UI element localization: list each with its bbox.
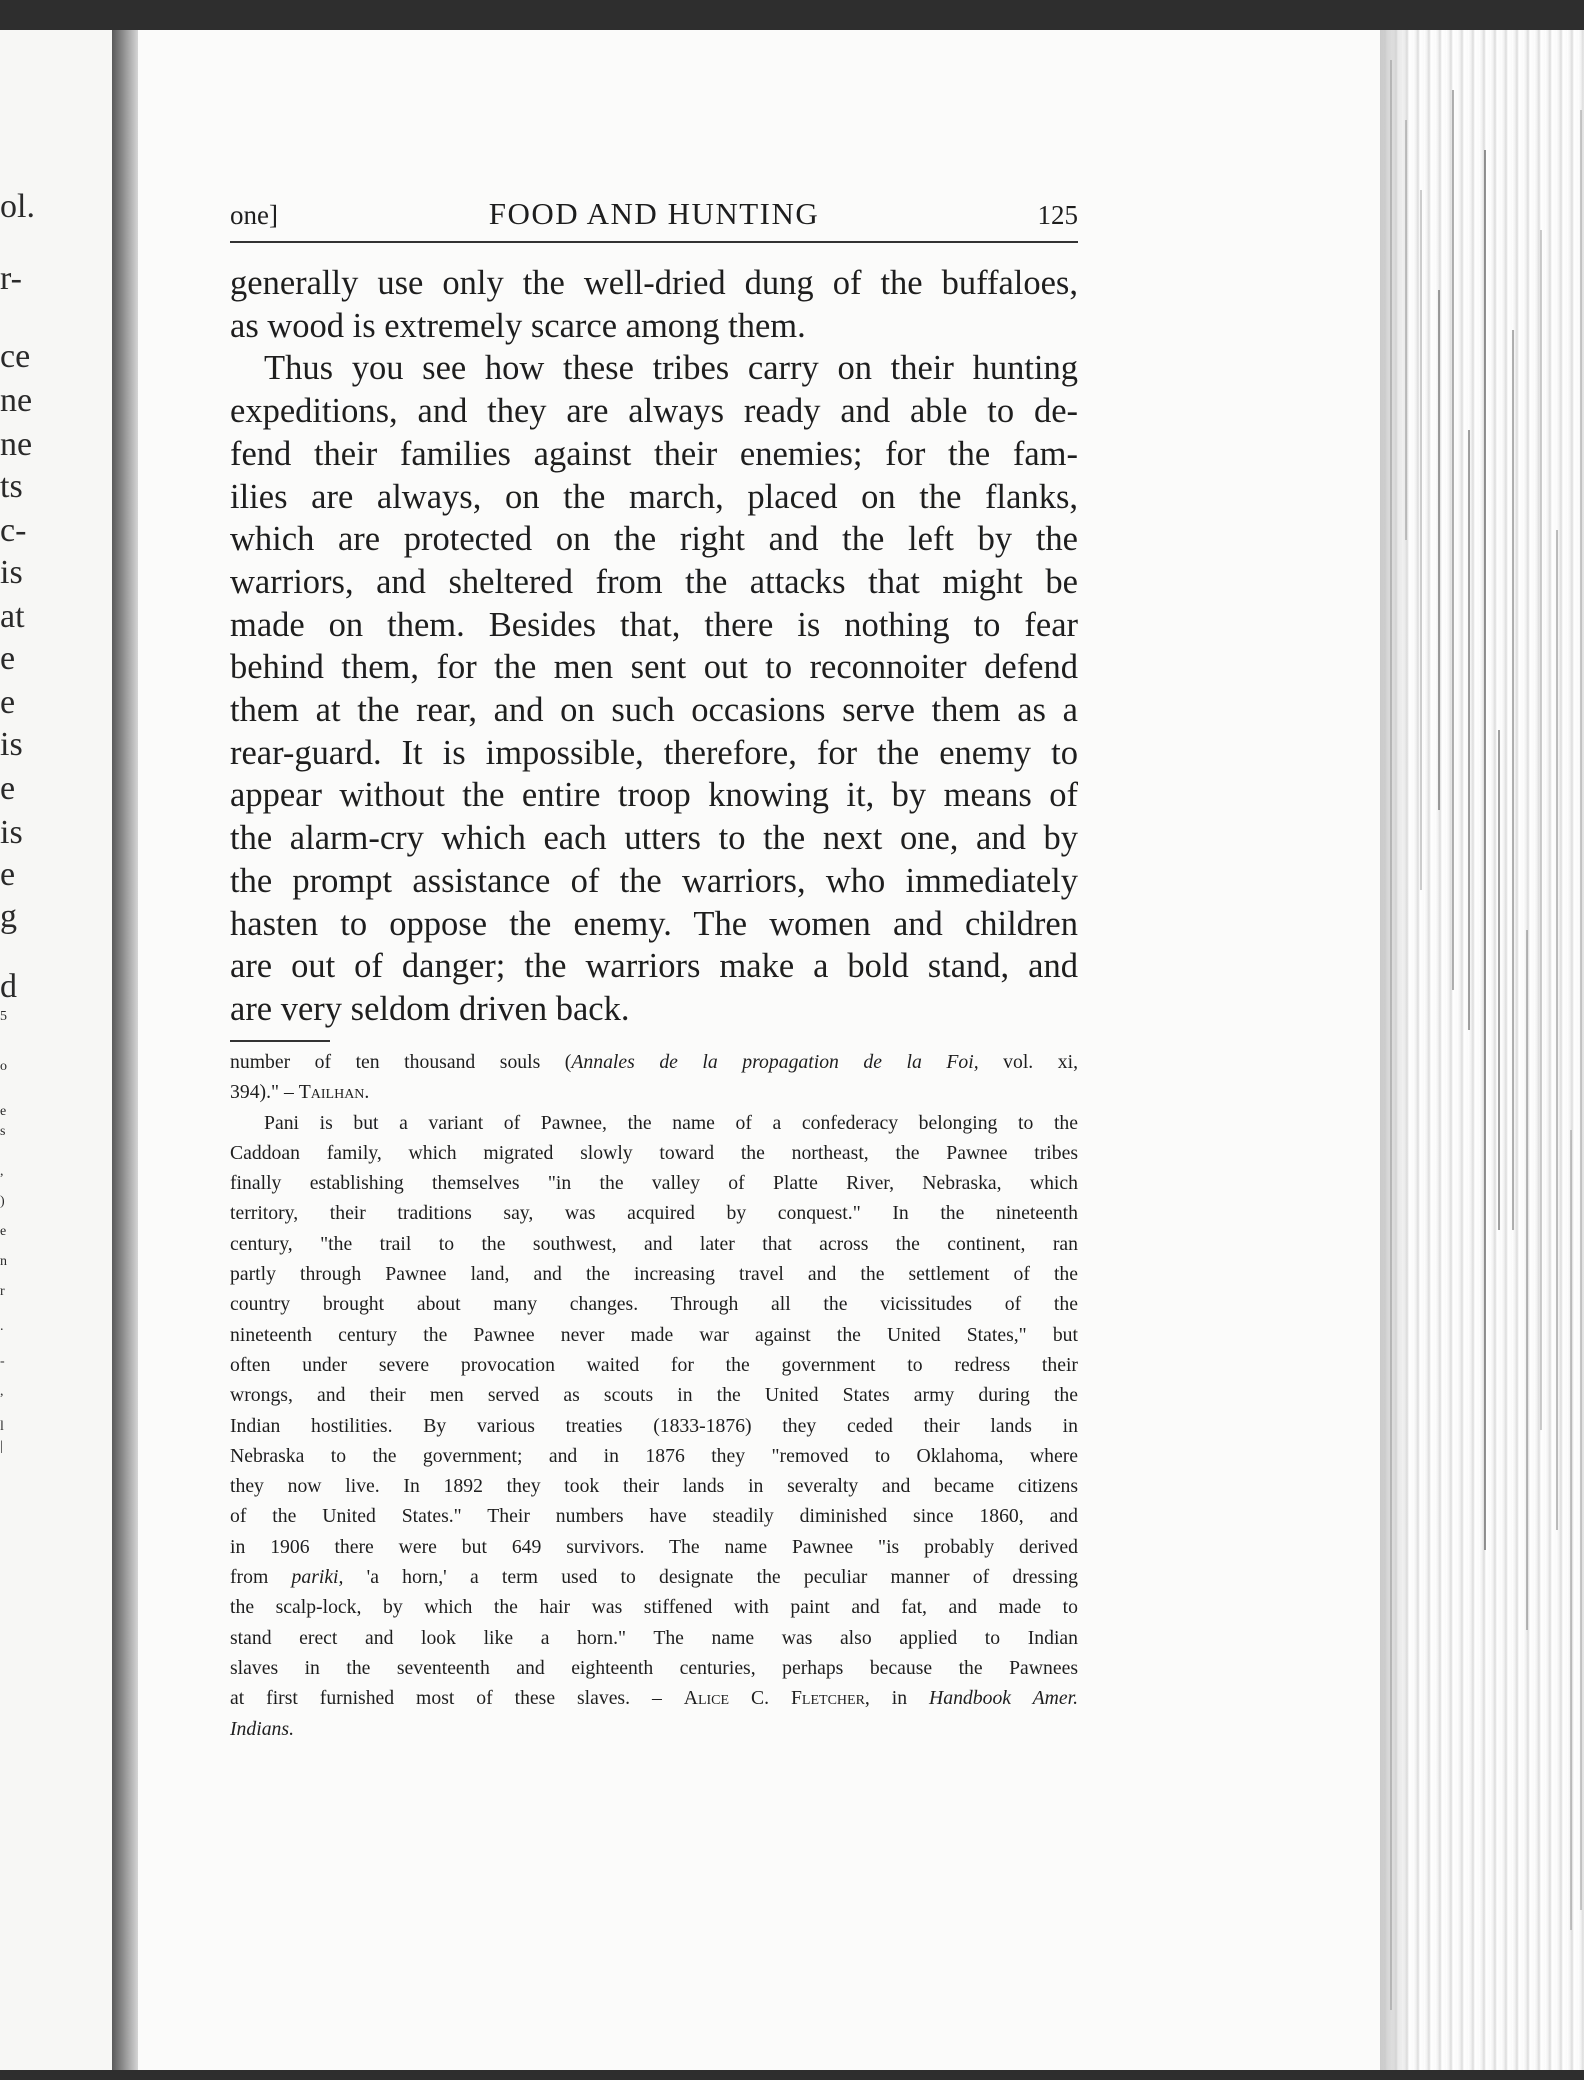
footnote-text: in — [869, 1687, 930, 1710]
footnote-text: number of ten thousand souls ( — [230, 1051, 572, 1073]
body-line: the alarm-cry which each utters to the next one, and by — [230, 819, 1078, 858]
footnote-line: century, "the trail to the southwest, and later that across the continent, ran — [230, 1232, 1078, 1255]
body-line: them at the rear, and on such occasions serve them as a — [230, 691, 1078, 730]
footnote-term: pariki, — [291, 1566, 344, 1589]
body-line: as wood is extremely scarce among them. — [230, 306, 806, 345]
footnote-source-title: Handbook Amer. — [929, 1687, 1078, 1710]
left-page-fragment: ce — [0, 338, 31, 375]
left-page-fragment: r- — [0, 260, 22, 297]
running-head — [230, 196, 1078, 240]
footnote-line — [230, 1683, 1078, 1713]
body-line: rear-guard. It is impossible, therefore, for the enemy to — [230, 733, 1078, 772]
running-head-title: FOOD AND HUNTING — [488, 196, 820, 231]
fore-edge-line — [1512, 330, 1514, 1230]
left-page-fragment: e — [0, 770, 16, 807]
footnote-line: Indian hostilities. By various treaties (1833-1876) they ceded their lands in — [230, 1414, 1078, 1437]
left-page-fragment: o — [0, 1059, 7, 1074]
left-page-fragment: ne — [0, 382, 33, 419]
footnote-line — [230, 1047, 1078, 1077]
fore-edge-line — [1580, 110, 1582, 1910]
footnote-line: slaves in the seventeenth and eighteenth centuries, perhaps because the Pawnees — [230, 1656, 1078, 1679]
body-line: are out of danger; the warriors make a bold stand, and — [230, 947, 1078, 986]
left-page-fragment: e — [0, 684, 16, 721]
footnote-line — [230, 1562, 1078, 1592]
footnote-line: the scalp-lock, by which the hair was stiffened with paint and fat, and made to — [230, 1596, 1078, 1619]
body-line: Thus you see how these tribes carry on their hunting — [264, 349, 1078, 388]
fore-edge-line — [1405, 120, 1407, 540]
fore-edge-line — [1570, 1130, 1572, 1930]
footnote-line: partly through Pawnee land, and the increasing travel and the settlement of the — [230, 1263, 1078, 1286]
fore-edge-line — [1390, 60, 1392, 2010]
fore-edge-line — [1468, 430, 1470, 1030]
fore-edge-line — [1540, 230, 1542, 1430]
footnote-line: finally establishing themselves "in the valley of Platte River, Nebraska, which — [230, 1172, 1078, 1195]
footnote-line — [230, 1077, 1078, 1107]
footnote-line: nineteenth century the Pawnee never made war against the United States," but — [230, 1323, 1078, 1346]
left-page-fragment: e — [0, 856, 16, 893]
footnote-line: Indians. — [230, 1717, 294, 1740]
footnote-line: Nebraska to the government; and in 1876 they "removed to Oklahoma, where — [230, 1444, 1078, 1467]
footnote-line: country brought about many changes. Through all the vicissitudes of the — [230, 1293, 1078, 1316]
left-page-fragment: g — [0, 898, 17, 935]
footnote-author: Tailhan. — [298, 1081, 370, 1104]
footnote-text: 'a horn,' a term used to designate the peculiar manner of dressing — [343, 1566, 1078, 1589]
left-page-fragment: r — [0, 1284, 5, 1299]
left-page-fragment: | — [0, 1439, 3, 1454]
left-page-fragment: e — [0, 640, 16, 677]
left-page-fragment: ) — [0, 1194, 5, 1209]
left-page-fragment: ol. — [0, 188, 35, 225]
footnote-text: 394)." – — [230, 1081, 299, 1104]
running-head-rule — [230, 241, 1078, 243]
body-line: are very seldom driven back. — [230, 989, 630, 1028]
footnote-line: in 1906 there were but 649 survivors. The name Pawnee "is probably derived — [230, 1535, 1078, 1558]
body-line: behind them, for the men sent out to reconnoiter defend — [230, 648, 1078, 687]
page-number: 125 — [1037, 200, 1078, 230]
left-page-fragment: s — [0, 1124, 6, 1139]
left-page-fragment: , — [0, 1384, 4, 1399]
fore-edge-line — [1556, 530, 1558, 1530]
footnote-line: they now live. In 1892 they took their lands in severalty and became citizens — [230, 1475, 1078, 1498]
body-line: made on them. Besides that, there is nothing to fear — [230, 605, 1078, 644]
left-page-fragment: n — [0, 1254, 7, 1269]
footnote-line: Pani is but a variant of Pawnee, the name of a confederacy belonging to the — [264, 1111, 1078, 1134]
left-page-fragment: l — [0, 1419, 4, 1434]
footnote-text: at first furnished most of these slaves. – — [230, 1687, 684, 1710]
footnote-source-title: Annales de la propagation de la Foi, — [571, 1051, 979, 1073]
left-page-fragment: e — [0, 1224, 7, 1239]
left-page-fragment: . — [0, 1319, 4, 1334]
left-page-fragment: is — [0, 554, 23, 591]
fore-edge-line — [1526, 930, 1528, 1630]
footnote-line: stand erect and look like a horn." The name was also applied to Indian — [230, 1626, 1078, 1649]
footnote-author: Alice C. Fletcher, — [683, 1687, 870, 1710]
body-line: hasten to oppose the enemy. The women and children — [230, 904, 1078, 943]
left-page-fragment: c- — [0, 512, 27, 549]
left-page-fragment: e — [0, 1104, 7, 1119]
left-page-fragment: 5 — [0, 1009, 7, 1024]
left-page-fragment: - — [0, 1354, 5, 1369]
body-line: appear without the entire troop knowing it, by means of — [230, 776, 1078, 815]
body-line: fend their families against their enemies; for the fam- — [230, 434, 1078, 473]
footnote-line: wrongs, and their men served as scouts in the United States army during the — [230, 1384, 1078, 1407]
footnote-line: territory, their traditions say, was acquired by conquest." In the nineteenth — [230, 1202, 1078, 1225]
left-page-fragment: d — [0, 968, 17, 1005]
left-page-edge — [0, 30, 114, 2070]
body-line: ilies are always, on the march, placed on the flanks, — [230, 477, 1078, 516]
left-page-fragment: at — [0, 598, 25, 635]
footnote-text: from — [230, 1566, 292, 1589]
footnote-line: often under severe provocation waited for the government to redress their — [230, 1353, 1078, 1376]
body-line: expeditions, and they are always ready and able to de- — [230, 392, 1078, 431]
book-fore-edge — [1380, 30, 1584, 2070]
fore-edge-line — [1420, 190, 1422, 890]
left-page-fragment: ne — [0, 426, 33, 463]
footnotes — [230, 1047, 1078, 1744]
footnote-line: Caddoan family, which migrated slowly toward the northeast, the Pawnee tribes — [230, 1141, 1078, 1164]
footnote-line: of the United States." Their numbers have steadily diminished since 1860, and — [230, 1505, 1078, 1528]
footnote-rule — [230, 1040, 330, 1042]
footnote-text: vol. xi, — [978, 1051, 1078, 1073]
body-line: generally use only the well-dried dung of the buffaloes, — [230, 264, 1078, 302]
left-page-fragment: ts — [0, 468, 23, 505]
fore-edge-line — [1438, 290, 1440, 810]
body-line: warriors, and sheltered from the attacks that might be — [230, 562, 1078, 601]
running-head-chapter: one] — [230, 200, 278, 230]
left-page-fragment: , — [0, 1164, 4, 1179]
body-text — [230, 262, 1078, 1031]
body-line: which are protected on the right and the left by the — [230, 520, 1078, 559]
left-page-fragment: is — [0, 726, 23, 763]
book-gutter — [112, 30, 138, 2070]
fore-edge-line — [1498, 730, 1500, 1230]
body-line: the prompt assistance of the warriors, who immediately — [230, 861, 1078, 900]
fore-edge-line — [1484, 150, 1486, 1550]
fore-edge-line — [1452, 90, 1454, 990]
left-page-fragment: is — [0, 814, 23, 851]
